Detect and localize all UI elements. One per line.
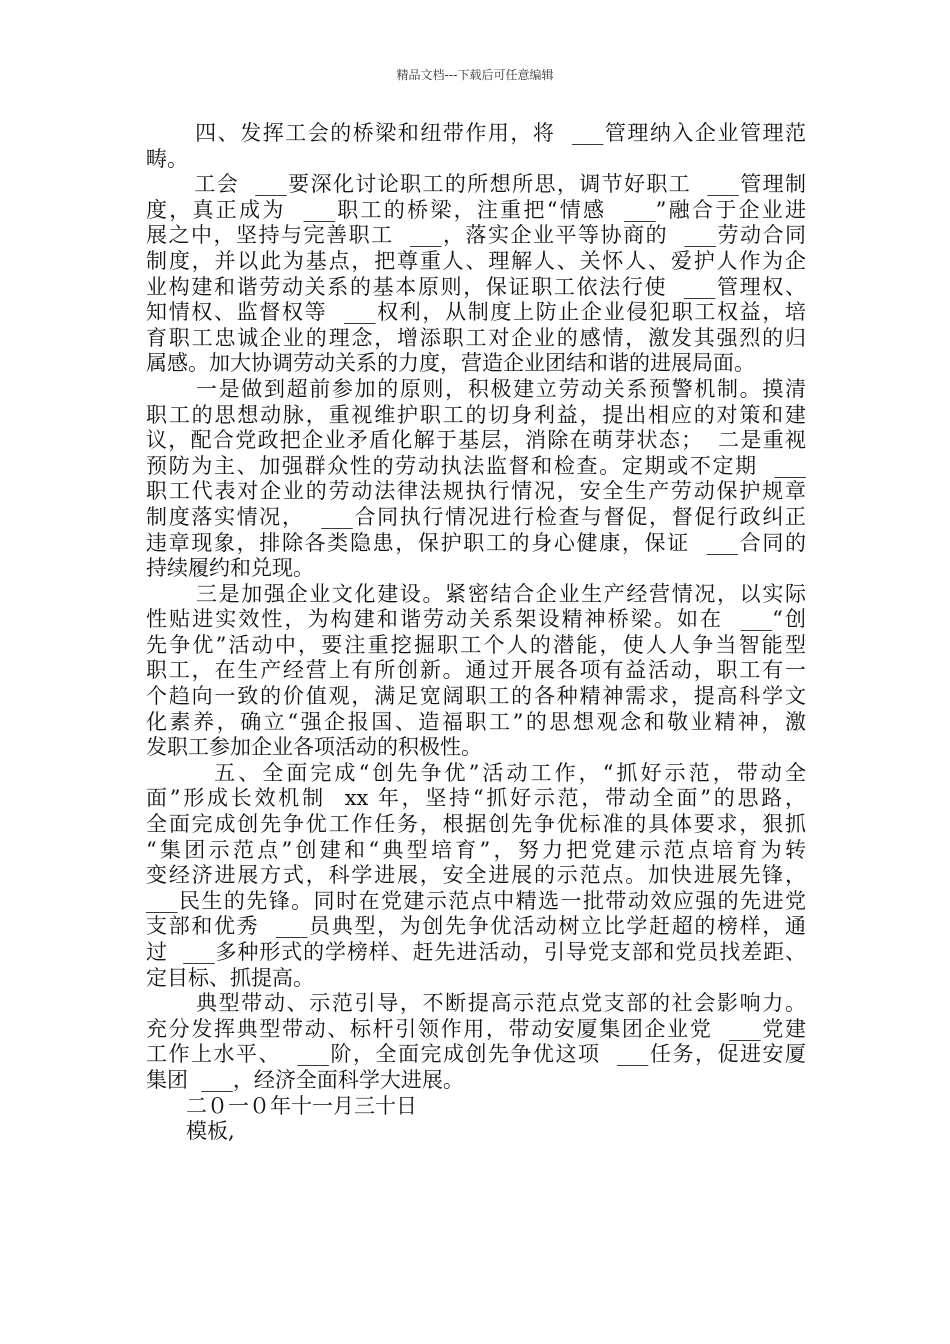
text-line: 一是做到超前参加的原则，积极建立劳动关系预警机制。摸清 [146, 376, 806, 401]
text-line: 制度，并以此为基点，把尊重人、理解人、关怀人、爱护人作为企 [146, 248, 806, 273]
text-line: 五、全面完成“创先争优”活动工作，“抓好示范，带动全 [146, 760, 806, 785]
text-line: 工作上水平、 ___阶，全面完成创先争优这项 ___任务，促进安厦 [146, 1042, 806, 1067]
text-line: 面”形成长效机制 xx 年，坚持“抓好示范，带动全面”的思路， [146, 786, 806, 811]
text-line: 集团 ___，经济全面科学大进展。 [146, 1067, 464, 1092]
text-line: 变经济进展方式，科学进展，安全进展的示范点。加快进展先锋， [146, 863, 806, 888]
text-line: 职工的思想动脉，重视维护职工的切身利益，提出相应的对策和建 [146, 402, 806, 427]
text-line: 持续履约和兑现。 [146, 556, 314, 581]
text-line: 个趋向一致的价值观，满足宽阔职工的各种精神需求，提高科学文 [146, 684, 806, 709]
text-line: 违章现象，排除各类隐患，保护职工的身心健康，保证 ___合同的 [146, 530, 806, 555]
text-line: 预防为主、加强群众性的劳动执法监督和检查。定期或不定期 ___ [146, 453, 806, 478]
text-line: 过 ___多种形式的学榜样、赶先进活动，引导党支部和党员找差距、 [146, 940, 806, 964]
text-line: 职工，在生产经营上有所创新。通过开展各项有益活动，职工有一 [146, 658, 806, 683]
text-line: 展之中，坚持与完善职工 ___，落实企业平等协商的 ___劳动合同 [146, 223, 806, 248]
text-line: 模板, [146, 1119, 235, 1144]
text-line: 议，配合党政把企业矛盾化解于基层，消除在萌芽状态； 二是重视 [146, 428, 806, 453]
text-line: 畴。 [146, 146, 188, 171]
page-header: 精品文档---下载后可任意编辑 [396, 68, 554, 82]
text-line: 育职工忠诚企业的理念，增添职工对企业的感情，激发其强烈的归 [146, 325, 806, 350]
text-line: “集团示范点”创建和“典型培育”，努力把党建示范点培育为转 [146, 837, 806, 862]
text-line: 三是加强企业文化建设。紧密结合企业生产经营情况，以实际 [146, 581, 806, 606]
text-line: 定目标、抓提高。 [146, 965, 314, 990]
text-line: 制度落实情况， ___合同执行情况进行检查与督促，督促行政纠正 [146, 504, 806, 529]
text-line: 二０一０年十一月三十日 [146, 1093, 418, 1118]
text-line: 知情权、监督权等 ___权利，从制度上防止企业侵犯职工权益，培 [146, 300, 806, 325]
text-line: 四、发挥工会的桥梁和纽带作用，将 ___管理纳入企业管理范 [146, 121, 806, 145]
text-line: 充分发挥典型带动、标杆引领作用，带动安厦集团企业党 ___党建 [146, 1016, 806, 1041]
text-line: 化素养，确立“强企报国、造福职工”的思想观念和敬业精神，激 [146, 709, 806, 734]
text-line: ___民生的先锋。同时在党建示范点中精选一批带动效应强的先进党 [146, 888, 806, 913]
text-line: 度，真正成为 ___职工的桥梁，注重把“情感 ___”融合于企业进 [146, 197, 806, 222]
text-line: 工会 ___要深化讨论职工的所想所思，调节好职工 ___管理制 [146, 172, 806, 197]
text-line: 发职工参加企业各项活动的积极性。 [146, 735, 482, 760]
text-line: 性贴进实效性，为构建和谐劳动关系架设精神桥梁。如在 ___“创 [146, 607, 806, 632]
document-body [146, 121, 806, 1145]
text-line: 全面完成创先争优工作任务，根据创先争优标准的具体要求，狠抓 [146, 812, 806, 837]
text-line: 支部和优秀 ___员典型，为创先争优活动树立比学赶超的榜样，通 [146, 914, 806, 939]
text-line: 典型带动、示范引导，不断提高示范点党支部的社会影响力。 [146, 991, 806, 1016]
text-line: 属感。加大协调劳动关系的力度，营造企业团结和谐的进展局面。 [146, 351, 755, 376]
text-line: 先争优”活动中，要注重挖掘职工个人的潜能，使人人争当智能型 [146, 632, 806, 657]
text-line: 职工代表对企业的劳动法律法规执行情况，安全生产劳动保护规章 [146, 479, 806, 504]
text-line: 业构建和谐劳动关系的基本原则，保证职工依法行使 ___管理权、 [146, 274, 806, 299]
